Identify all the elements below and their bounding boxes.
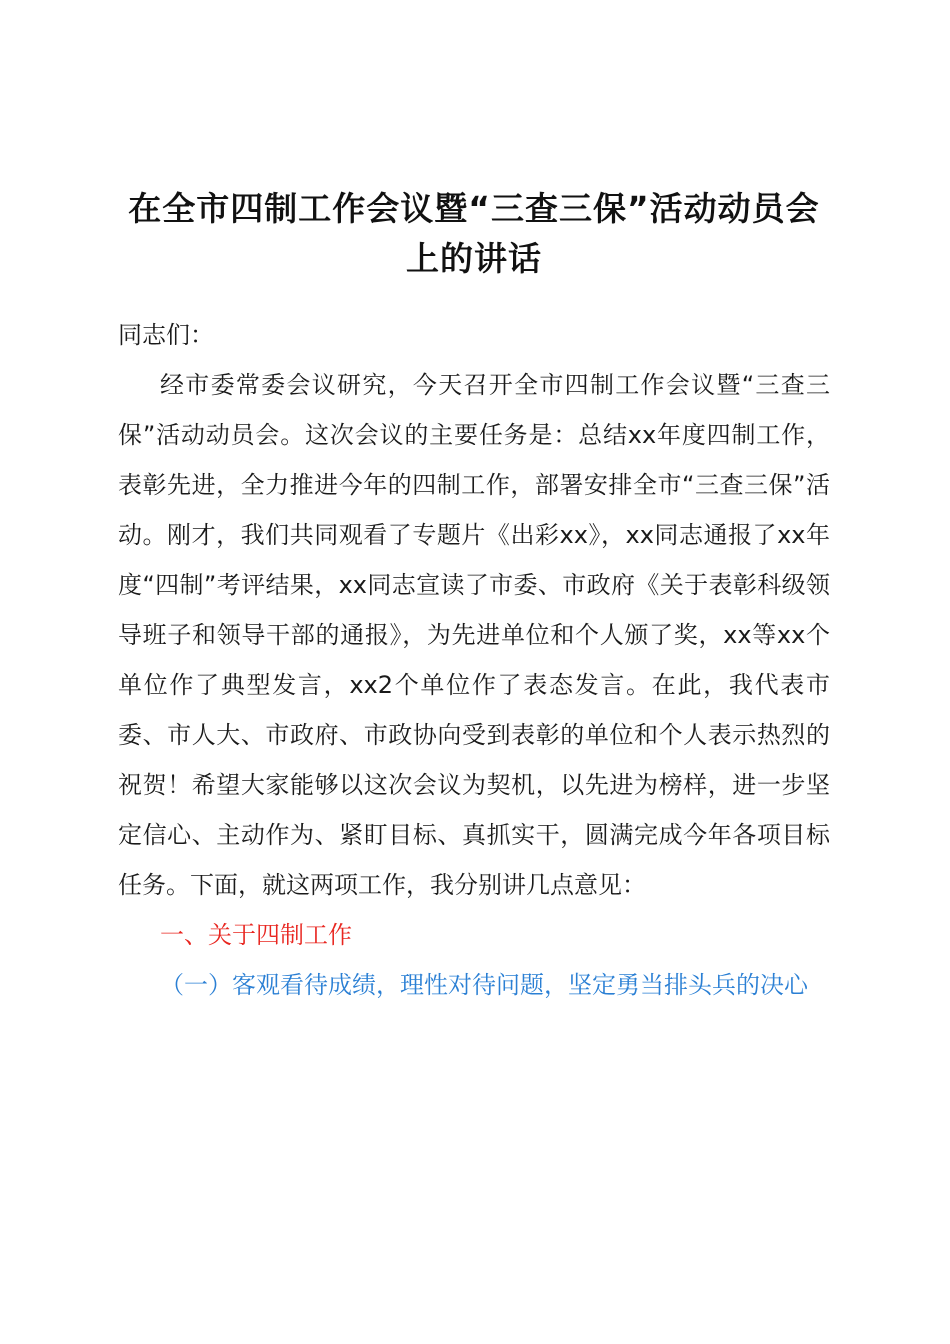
body-paragraph: 经市委常委会议研究，今天召开全市四制工作会议暨“三查三保”活动动员会。这次会议的主要任务是：总结xx年度四制工作，表彰先进，全力推进今年的四制工作，部署安排全市“三查三保”活动。刚才，我们共同观看了专题片《出彩xx》，xx同志通报了xx年度“四制”考评结果，xx同志宣读了市委、市政府《关于表彰科级领导班子和领导干部的通报》，为先进单位和个人颁了奖，xx等xx个单位作了典型发言，xx2个单位作了表态发言。在此，我代表市委、市人大、市政府、市政协向受到表彰的单位和个人表示热烈的祝贺！希望大家能够以这次会议为契机，以先进为榜样，进一步坚定信心、主动作为、紧盯目标、真抓实干，圆满完成今年各项目标任务。下面，就这两项工作，我分别讲几点意见： [118, 371, 830, 899]
subsection-heading: （一）客观看待成绩，理性对待问题，坚定勇当排头兵的决心 [160, 971, 808, 999]
section-heading: 一、关于四制工作 [160, 921, 352, 949]
document-page [118, 184, 830, 1010]
salutation: 同志们： [118, 321, 214, 349]
document-title: 在全市四制工作会议暨“三查三保”活动动员会上的讲话 [128, 189, 820, 278]
